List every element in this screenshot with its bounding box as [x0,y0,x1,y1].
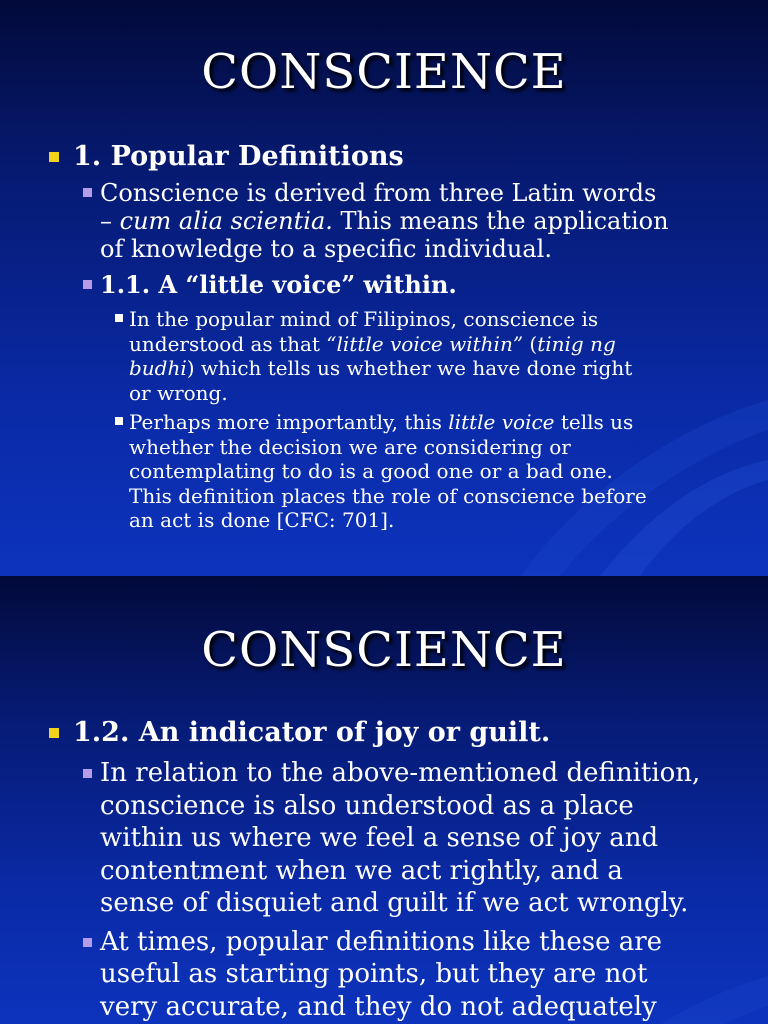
square-bullet-icon [83,188,92,197]
heading-joy-or-guilt [0,716,768,750]
square-bullet-icon [115,417,123,425]
square-bullet-icon [49,152,59,162]
italic-span: “little voice within” [326,331,524,356]
text-line: an act is done [CFC: 701]. [129,508,395,532]
heading-text: 1.2. An indicator of joy or guilt. [73,717,551,748]
text-span: tells us [554,410,634,434]
text-line: conscience is also understood as a place [100,790,634,821]
heading-text: 1. Popular Definitions [73,141,404,172]
text-span: This means the application [332,207,669,235]
text-line: very accurate, and they do not adequately [100,991,657,1022]
subheading-little-voice [0,271,768,299]
text-line: contemplating to do is a good one or a bad one. [129,459,613,483]
text-span: ( [523,331,538,356]
text-line [129,356,768,381]
text-line: or wrong. [129,380,228,405]
bullet-latin-origin [0,179,768,263]
text-line: contentment when we act rightly, and a [100,855,623,886]
italic-span: budhi [129,356,187,380]
text-span: understood as that [129,331,327,356]
text-span: Perhaps more importantly, this [129,410,449,434]
text-line: useful as starting points, but they are not [100,959,648,989]
text-line: Conscience is derived from three Latin words [100,179,657,207]
slide-title: CONSCIENCE [201,44,567,100]
square-bullet-icon [49,728,59,738]
slide-body [0,140,768,533]
sub-bullet-decision [0,410,768,533]
slide-title: CONSCIENCE [201,622,567,678]
italic-span: little voice [448,410,555,434]
slide-2 [0,576,768,1024]
bullet-starting-points [0,926,768,1024]
latin-phrase: cum alia scientia. [119,207,333,235]
subheading-text: 1.1. A “little voice” within. [100,270,457,299]
slide-body [0,716,768,1023]
sub-bullet-filipino-mind [0,307,768,405]
text-line: within us where we feel a sense of joy and [100,823,659,853]
text-line: of knowledge to a specific individual. [100,235,552,263]
text-line [100,207,768,235]
text-line: In the popular mind of Filipinos, conscience is [129,307,599,331]
text-line [129,410,768,435]
square-bullet-icon [83,769,92,778]
square-bullet-icon [115,314,123,322]
text-span: ) which tells us whether we have done right [186,356,633,380]
text-line: sense of disquiet and guilt if we act wrongly. [100,888,689,918]
square-bullet-icon [83,938,92,947]
text-line: At times, popular definitions like these are [100,926,663,957]
text-line [129,332,768,357]
heading-popular-definitions [0,140,768,174]
text-line: This definition places the role of conscience before [129,483,647,508]
text-span: – [100,207,120,235]
text-line: In relation to the above-mentioned definition, [100,758,701,788]
text-line: whether the decision we are considering or [129,434,571,459]
italic-span: tinig ng [537,331,616,356]
square-bullet-icon [83,280,92,289]
bullet-joy-contentment [0,757,768,920]
